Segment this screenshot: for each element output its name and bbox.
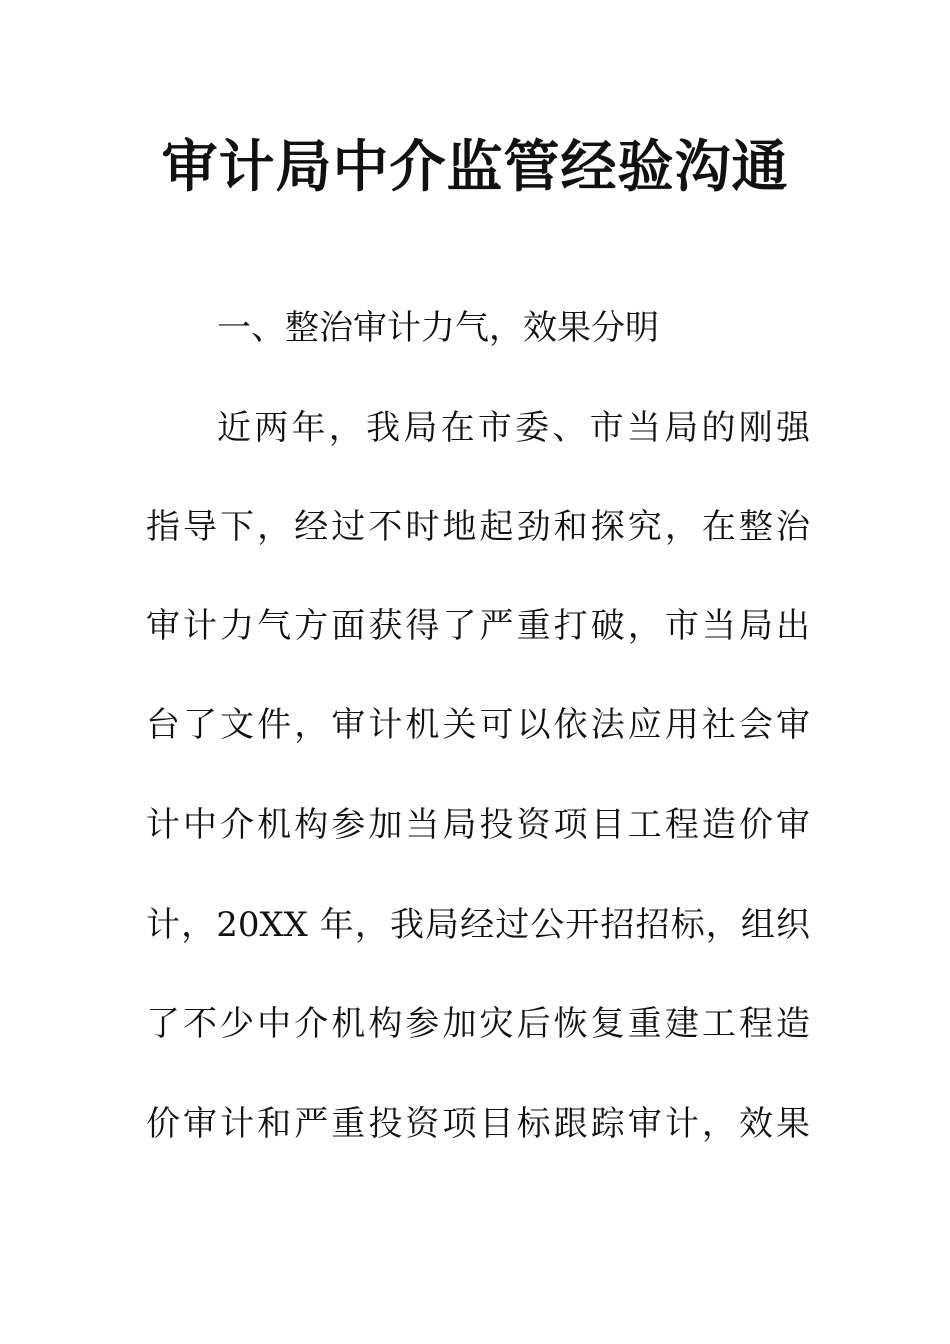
paragraph-line: 台了文件，审计机关可以依法应用社会审 (146, 705, 810, 745)
paragraph-line: 指导下，经过不时地起劲和探究，在整治 (146, 507, 810, 547)
paragraph-line: 近两年，我局在市委、市当局的刚强 (217, 408, 810, 448)
document-title: 审计局中介监管经验沟通 (161, 135, 789, 200)
paragraph-line: 计，20XX 年，我局经过公开招招标，组织 (146, 905, 810, 945)
paragraph-line: 了不少中介机构参加灾后恢复重建工程造 (146, 1004, 810, 1044)
section-heading: 一、整治审计力气，效果分明 (217, 308, 659, 348)
paragraph-line: 价审计和严重投资项目标跟踪审计，效果 (146, 1104, 810, 1144)
paragraph-line: 审计力气方面获得了严重打破，市当局出 (146, 606, 810, 646)
paragraph-line: 计中介机构参加当局投资项目工程造价审 (146, 805, 810, 845)
